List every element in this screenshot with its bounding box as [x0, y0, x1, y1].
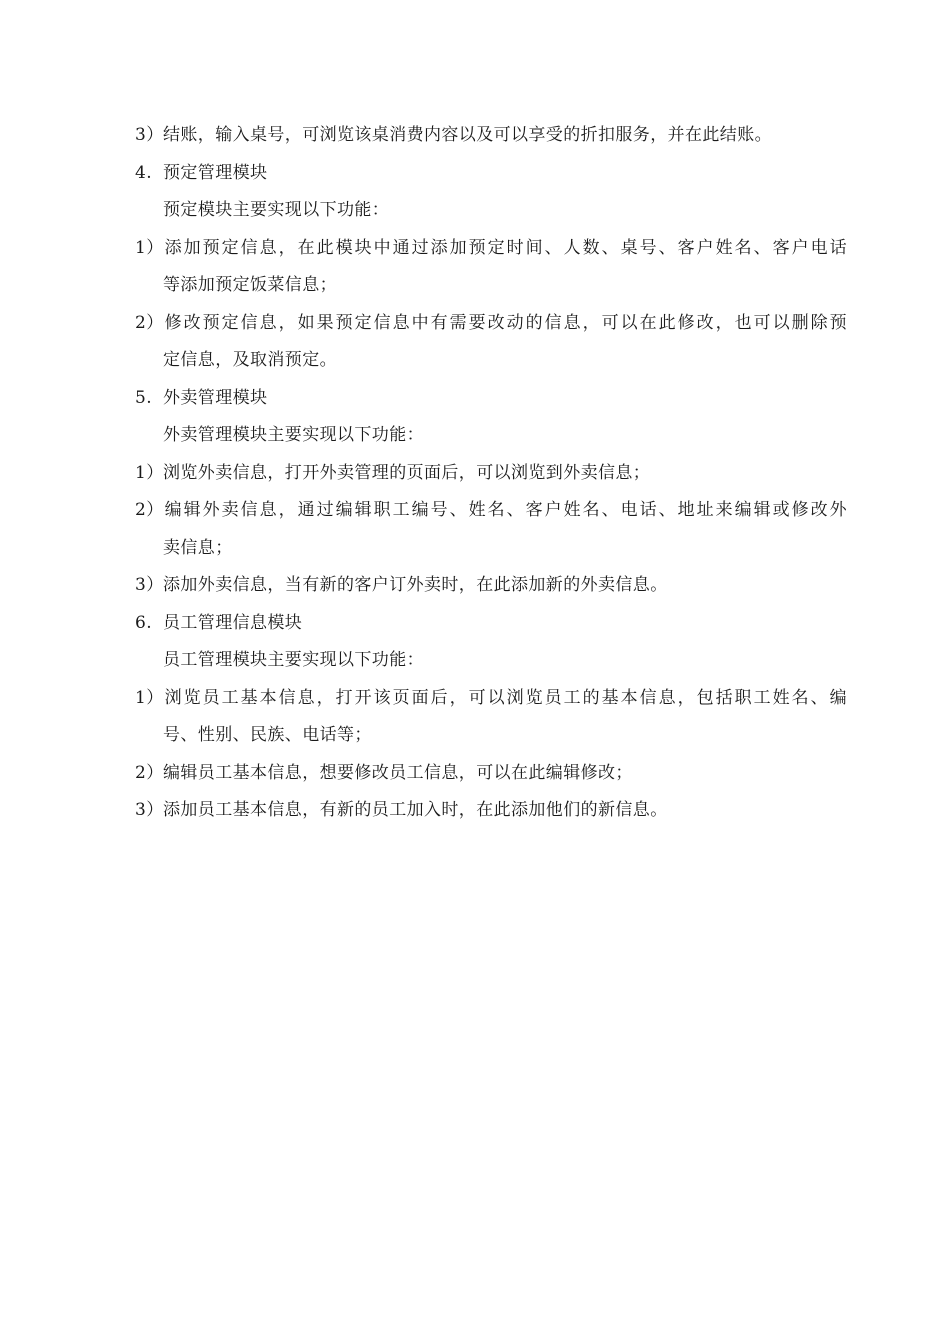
- section-title: 预定管理模块: [163, 162, 268, 183]
- list-item: [135, 792, 847, 830]
- intro-text: 预定模块主要实现以下功能：: [163, 200, 390, 220]
- section-intro: [135, 192, 847, 230]
- section-heading: [135, 380, 847, 418]
- section-number: 6.: [135, 612, 153, 633]
- item-text: 编辑外卖信息，通过编辑职工编号、姓名、客户姓名、电话、地址来编辑或修改外: [163, 500, 847, 520]
- list-item-continuation: [135, 267, 847, 305]
- list-item: [135, 567, 847, 605]
- intro-text: 外卖管理模块主要实现以下功能：: [163, 425, 424, 445]
- list-item: [135, 755, 847, 793]
- section-number: 4.: [135, 162, 153, 183]
- list-item: [135, 455, 847, 493]
- section-intro: [135, 642, 847, 680]
- item-number: 2）: [135, 500, 164, 520]
- list-item: [135, 492, 847, 530]
- item-text: 浏览员工基本信息，打开该页面后，可以浏览员工的基本信息，包括职工姓名、编: [163, 687, 847, 708]
- list-item-continuation: [135, 530, 847, 568]
- item-text: 添加员工基本信息，有新的员工加入时，在此添加他们的新信息。: [163, 800, 668, 820]
- intro-text: 员工管理模块主要实现以下功能：: [163, 650, 424, 670]
- section-heading: [135, 155, 847, 193]
- item-number: 3）: [135, 575, 164, 595]
- item-number: 2）: [135, 312, 164, 333]
- list-item: [135, 305, 847, 343]
- list-item: [135, 117, 847, 155]
- item-text: 号、性别、民族、电话等；: [163, 725, 372, 745]
- item-text: 编辑员工基本信息，想要修改员工信息，可以在此编辑修改；: [163, 762, 633, 783]
- item-text: 添加预定信息，在此模块中通过添加预定时间、人数、桌号、客户姓名、客户电话: [163, 237, 847, 258]
- section-heading: [135, 605, 847, 643]
- item-text: 卖信息；: [163, 537, 233, 558]
- item-text: 浏览外卖信息，打开外卖管理的页面后，可以浏览到外卖信息；: [163, 462, 651, 483]
- item-number: 1）: [135, 237, 164, 258]
- section-title: 员工管理信息模块: [163, 612, 303, 633]
- list-item-continuation: [135, 717, 847, 755]
- document-body: [135, 117, 847, 830]
- section-title: 外卖管理模块: [163, 387, 268, 408]
- item-number: 3）: [135, 125, 164, 145]
- list-item: [135, 680, 847, 718]
- item-text: 定信息，及取消预定。: [163, 350, 337, 370]
- item-number: 3）: [135, 800, 164, 820]
- list-item-continuation: [135, 342, 847, 380]
- item-text: 修改预定信息，如果预定信息中有需要改动的信息，可以在此修改，也可以删除预: [163, 312, 847, 333]
- item-number: 1）: [135, 687, 164, 708]
- section-number: 5.: [135, 387, 153, 408]
- item-text: 添加外卖信息，当有新的客户订外卖时，在此添加新的外卖信息。: [163, 575, 668, 595]
- item-text: 结账，输入桌号，可浏览该桌消费内容以及可以享受的折扣服务，并在此结账。: [163, 125, 772, 145]
- list-item: [135, 230, 847, 268]
- item-number: 1）: [135, 462, 164, 483]
- section-intro: [135, 417, 847, 455]
- item-number: 2）: [135, 762, 164, 783]
- item-text: 等添加预定饭菜信息；: [163, 275, 337, 295]
